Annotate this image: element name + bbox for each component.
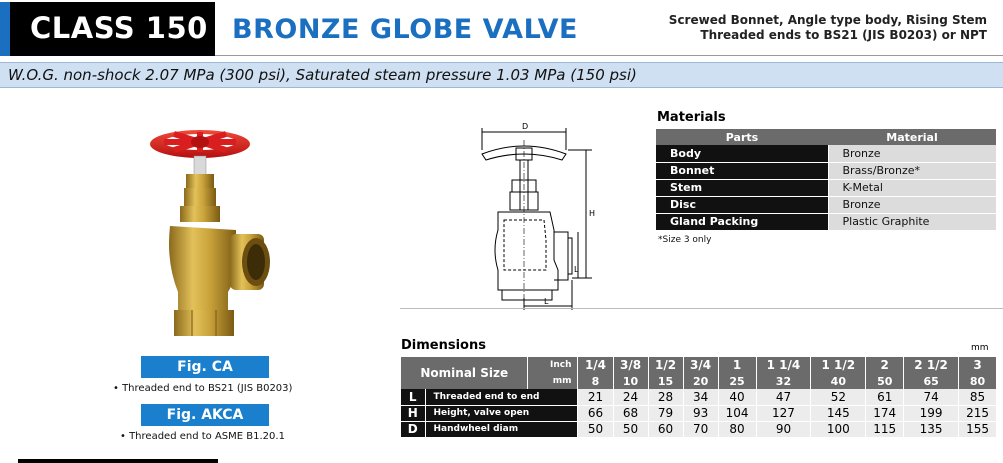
- inch-size: 1 1/2: [811, 357, 866, 373]
- fig-akca-label: Fig. AKCA: [141, 404, 269, 426]
- inch-label: Inch: [528, 357, 578, 373]
- dim-name: Height, valve open: [425, 405, 578, 421]
- handwheel-icon: [150, 130, 250, 158]
- dim-value: 85: [959, 389, 997, 405]
- dim-value: 215: [959, 405, 997, 421]
- section-divider: [400, 308, 1003, 309]
- class-badge: [0, 2, 215, 56]
- inch-size: 1: [718, 357, 756, 373]
- dim-value: 50: [613, 421, 648, 437]
- materials-header-parts: Parts: [656, 129, 828, 145]
- dim-value: 52: [811, 389, 866, 405]
- valve-photo: [148, 122, 278, 340]
- dim-value: 90: [756, 421, 811, 437]
- inch-size: 2 1/2: [904, 357, 959, 373]
- materials-footnote: *Size 3 only: [658, 235, 712, 245]
- dim-value: 100: [811, 421, 866, 437]
- dim-value: 115: [866, 421, 904, 437]
- dim-value: 80: [718, 421, 756, 437]
- mm-size: 80: [959, 373, 997, 389]
- dim-value: 104: [718, 405, 756, 421]
- fig-ca-label: Fig. CA: [141, 356, 269, 378]
- dim-inch-row: [401, 357, 997, 373]
- mm-size: 32: [756, 373, 811, 389]
- dim-value: 60: [648, 421, 683, 437]
- drawing-label-l: L: [544, 297, 549, 306]
- table-row: [656, 145, 996, 162]
- part-material: Bronze: [828, 196, 996, 213]
- part-name: Body: [656, 145, 828, 162]
- mm-size: 15: [648, 373, 683, 389]
- part-material: Plastic Graphite: [828, 213, 996, 230]
- materials-table: [656, 129, 996, 231]
- dim-value: 47: [756, 389, 811, 405]
- rating-bar: [0, 62, 1003, 88]
- dim-value: 79: [648, 405, 683, 421]
- header-desc-line-1: Screwed Bonnet, Angle type body, Rising Stem: [668, 13, 987, 27]
- dimensions-title: Dimensions: [401, 338, 486, 353]
- dim-value: 199: [904, 405, 959, 421]
- table-row: [401, 421, 997, 437]
- dim-value: 93: [683, 405, 718, 421]
- nominal-size-header: Nominal Size: [401, 357, 528, 389]
- part-material: Bronze: [828, 145, 996, 162]
- materials-header-material: Material: [828, 129, 996, 145]
- inch-size: 1 1/4: [756, 357, 811, 373]
- dim-value: 50: [578, 421, 613, 437]
- dim-value: 61: [866, 389, 904, 405]
- mm-size: 25: [718, 373, 756, 389]
- inch-size: 2: [866, 357, 904, 373]
- table-row: [656, 162, 996, 179]
- class-title: CLASS 150: [30, 11, 208, 45]
- valve-drawing: [468, 120, 598, 310]
- dim-symbol: D: [401, 421, 425, 437]
- mm-size: 50: [866, 373, 904, 389]
- dim-symbol: H: [401, 405, 425, 421]
- dimensions-unit: mm: [971, 343, 989, 353]
- table-row: [656, 196, 996, 213]
- dimensions-table: [401, 357, 997, 438]
- dim-value: 127: [756, 405, 811, 421]
- dim-value: 34: [683, 389, 718, 405]
- fig-akca-note: • Threaded end to ASME B1.20.1: [120, 431, 285, 442]
- inch-size: 3: [959, 357, 997, 373]
- drawing-label-l-side: L: [574, 265, 579, 274]
- product-title: BRONZE GLOBE VALVE: [232, 14, 578, 45]
- mm-size: 40: [811, 373, 866, 389]
- dim-name: Handwheel diam: [425, 421, 578, 437]
- dim-value: 21: [578, 389, 613, 405]
- dim-value: 135: [904, 421, 959, 437]
- dim-value: 174: [866, 405, 904, 421]
- fig-ca-note: • Threaded end to BS21 (JIS B0203): [113, 383, 293, 394]
- dim-value: 40: [718, 389, 756, 405]
- inch-size: 1/4: [578, 357, 613, 373]
- drawing-label-d: D: [522, 122, 529, 131]
- dim-name: Threaded end to end: [425, 389, 578, 405]
- inch-size: 3/8: [613, 357, 648, 373]
- part-name: Bonnet: [656, 162, 828, 179]
- dim-value: 155: [959, 421, 997, 437]
- table-row: [656, 213, 996, 230]
- part-material: Brass/Bronze*: [828, 162, 996, 179]
- part-name: Gland Packing: [656, 213, 828, 230]
- mm-size: 65: [904, 373, 959, 389]
- table-row: [401, 389, 997, 405]
- mm-size: 10: [613, 373, 648, 389]
- materials-title: Materials: [657, 110, 726, 125]
- part-name: Stem: [656, 179, 828, 196]
- header-desc-line-2: Threaded ends to BS21 (JIS B0203) or NPT: [700, 28, 987, 42]
- inch-size: 3/4: [683, 357, 718, 373]
- dim-value: 74: [904, 389, 959, 405]
- mm-label: mm: [528, 373, 578, 389]
- materials-header-row: [656, 129, 996, 145]
- class-badge-edge: [0, 2, 10, 56]
- dim-value: 145: [811, 405, 866, 421]
- dim-value: 70: [683, 421, 718, 437]
- dim-value: 66: [578, 405, 613, 421]
- table-row: [401, 405, 997, 421]
- mm-size: 8: [578, 373, 613, 389]
- drawing-label-h: H: [589, 209, 596, 218]
- header: [0, 0, 1003, 58]
- mm-size: 20: [683, 373, 718, 389]
- part-material: K-Metal: [828, 179, 996, 196]
- footer-bar-block: [18, 459, 218, 463]
- footer-bar: [0, 459, 1003, 463]
- dim-value: 68: [613, 405, 648, 421]
- part-name: Disc: [656, 196, 828, 213]
- header-divider: [215, 55, 1003, 56]
- inch-size: 1/2: [648, 357, 683, 373]
- header-description: [669, 13, 987, 43]
- dim-value: 28: [648, 389, 683, 405]
- pressure-rating: W.O.G. non-shock 2.07 MPa (300 psi), Saturated steam pressure 1.03 MPa (150 psi): [8, 66, 637, 84]
- dim-value: 24: [613, 389, 648, 405]
- table-row: [656, 179, 996, 196]
- dim-symbol: L: [401, 389, 425, 405]
